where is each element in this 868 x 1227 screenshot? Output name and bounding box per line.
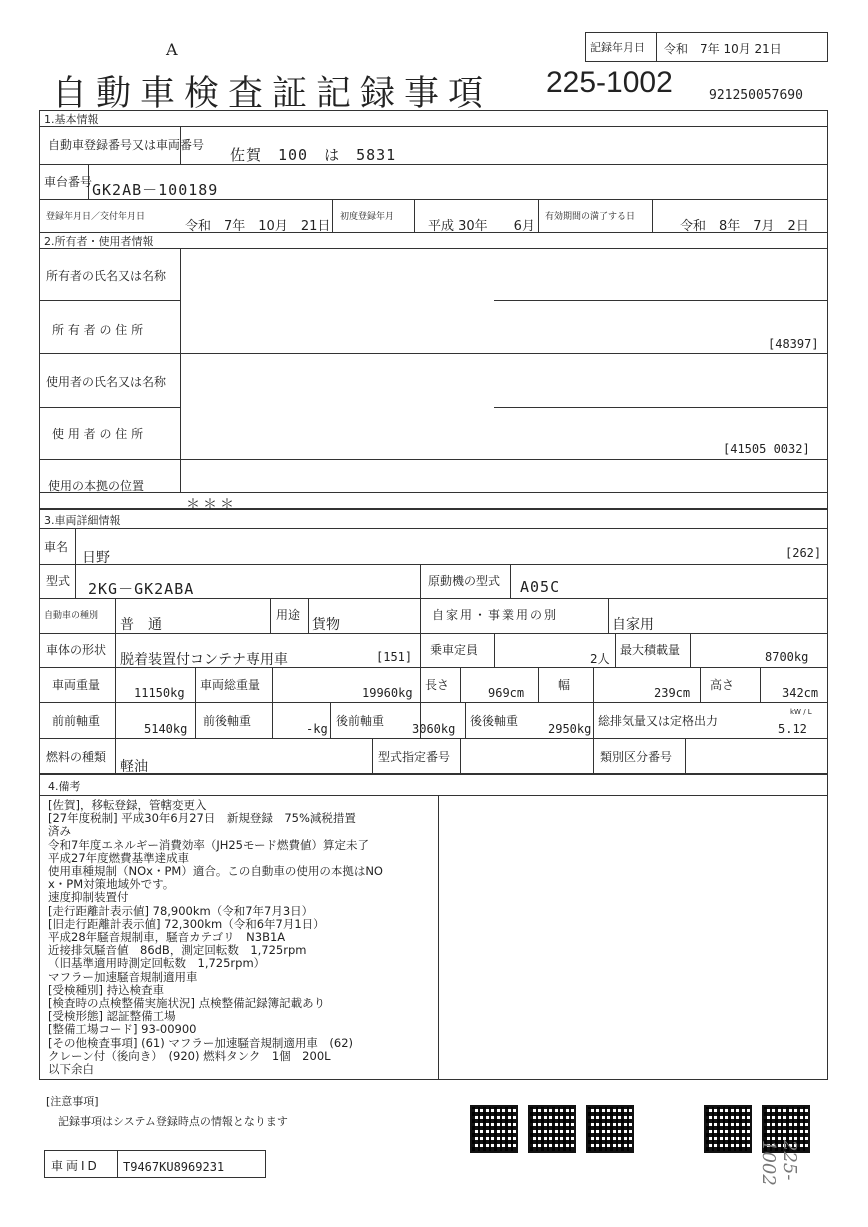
qr-code-icon [586, 1105, 634, 1153]
remarks-line: [整備工場コード] 93-00900 [48, 1022, 197, 1037]
height-label: 高さ [710, 678, 735, 692]
remarks-line: [旧走行距離計表示値] 72,300km（令和6年7月1日） [48, 916, 325, 931]
engine-value: A05C [520, 578, 561, 596]
expiry-value: 令和 8年 7月 2日 [680, 219, 809, 234]
vehicle-id-label: 車両ID [51, 1159, 100, 1173]
first-reg-value: 平成 30年 6月 [428, 219, 535, 234]
front-front-axle-label: 前前軸重 [52, 714, 101, 728]
owner-code: [48397] [768, 337, 819, 351]
first-reg-label: 初度登録年月 [340, 212, 395, 222]
maxload-value: 8700kg [765, 650, 809, 664]
shape-label: 車体の形状 [46, 643, 107, 657]
fuel-value: 軽油 [120, 759, 148, 775]
owner-section [39, 232, 828, 513]
model-label: 型式 [46, 574, 71, 588]
private-label: 自家用・事業用の別 [432, 608, 559, 622]
base-location-label: 使用の本拠の位置 [48, 479, 145, 493]
remarks-line: マフラー加速騒音規制適用車 [48, 969, 198, 984]
front-rear-axle-value: -kg [306, 722, 328, 736]
shape-code: [151] [376, 650, 413, 664]
class-number-label: 類別区分番号 [600, 750, 673, 764]
record-date-box [585, 32, 828, 62]
remarks-line: [受検種別] 持込検査車 [48, 982, 165, 997]
car-name-code: [262] [785, 546, 822, 560]
height-value: 342cm [782, 686, 819, 700]
weight-value: 11150kg [134, 686, 185, 700]
rear-rear-axle-label: 後後軸重 [470, 714, 519, 728]
remarks-line: 平成27年度燃費基準達成車 [48, 850, 190, 865]
rear-front-axle-label: 後前軸重 [336, 714, 385, 728]
remarks-line: [検査時の点検整備実施状況] 点検整備記録簿記載あり [48, 996, 326, 1011]
reg-number-label: 自動車登録番号又は車両番号 [48, 138, 205, 152]
use-value: 貨物 [312, 617, 340, 633]
shape-value: 脱着装置付コンテナ専用車 [120, 652, 288, 668]
page-title: 自動車検査証記録事項 [52, 74, 493, 114]
remarks-line: [走行距離計表示値] 78,900km（令和7年7月3日） [48, 903, 314, 918]
record-date-label: 記録年月日 [590, 41, 645, 54]
model-value: 2KG－GK2ABA [88, 580, 195, 598]
use-label: 用途 [276, 608, 301, 622]
qr-code-icon [704, 1105, 752, 1153]
fuel-label: 燃料の種類 [46, 750, 107, 764]
length-value: 969cm [488, 686, 525, 700]
chassis-label: 車台番号 [44, 175, 93, 189]
width-value: 239cm [654, 686, 691, 700]
section-remarks-title: 4.備考 [48, 780, 81, 793]
length-label: 長さ [425, 678, 450, 692]
document-number: 225-1002 [546, 66, 673, 99]
type-number-label: 型式指定番号 [378, 750, 451, 764]
record-date-value: 令和 7年 10月 21日 [664, 42, 782, 56]
owner-address-label: 所 有 者 の 住 所 [52, 323, 144, 337]
capacity-label: 乗車定員 [430, 643, 479, 657]
car-name-value: 日野 [82, 550, 110, 566]
gross-value: 19960kg [362, 686, 413, 700]
qr-code-icon [528, 1105, 576, 1153]
header-mark: A [166, 40, 178, 59]
user-name-label: 使用者の氏名又は名称 [46, 375, 167, 389]
kind-value: 普 通 [120, 617, 162, 633]
remarks-text [48, 799, 436, 1076]
width-label: 幅 [558, 678, 571, 692]
rear-front-axle-value: 3060kg [412, 722, 456, 736]
vehicle-id-value: T9467KU8969231 [123, 1160, 225, 1174]
weight-label: 車両重量 [52, 678, 101, 692]
user-address-label: 使 用 者 の 住 所 [52, 427, 144, 441]
owner-name-label: 所有者の氏名又は名称 [46, 269, 167, 283]
car-name-label: 車名 [44, 540, 69, 554]
document-id: 921250057690 [709, 88, 803, 103]
remarks-line: [27年度税制] 平成30年6月27日 新規登録 75%減税措置 [48, 811, 356, 826]
private-value: 自家用 [612, 617, 654, 633]
maxload-label: 最大積載量 [620, 643, 681, 657]
qr-code-icon [470, 1105, 518, 1153]
displacement-label: 総排気量又は定格出力 [598, 714, 719, 728]
notes-title: [注意事項] [46, 1095, 99, 1108]
chassis-value: GK2AB－100189 [92, 181, 219, 199]
vehicle-section [39, 509, 828, 774]
remarks-line: （旧基準適用時測定回転数 1,725rpm） [48, 956, 266, 971]
remarks-line: [佐賀]，移転登録，管轄変更入 [48, 799, 207, 812]
handwritten-number: 225-1002 [758, 1140, 800, 1186]
rear-rear-axle-value: 2950kg [548, 722, 592, 736]
capacity-value: 2人 [590, 652, 610, 666]
remarks-line: [その他検査事項] (61) マフラー加速騒音規制適用車 (62) [48, 1035, 353, 1050]
gross-label: 車両総重量 [200, 678, 261, 692]
remarks-line: [受検形態] 認証整備工場 [48, 1009, 176, 1024]
kind-label: 自動車の種別 [44, 611, 99, 621]
vehicle-id-box [44, 1150, 266, 1178]
remarks-line: 使用車種規制（NOx・PM）適合。この自動車の使用の本拠はNO [48, 864, 383, 879]
user-code: [41505 0032] [723, 442, 810, 456]
remarks-line: 平成28年騒音規制車，騒音カテゴリ N3B1A [48, 930, 286, 945]
remarks-line: 速度抑制装置付 [48, 890, 129, 905]
expiry-label: 有効期間の満了する日 [545, 212, 636, 222]
front-rear-axle-label: 前後軸重 [203, 714, 252, 728]
front-front-axle-value: 5140kg [144, 722, 188, 736]
remarks-section [39, 774, 828, 1080]
engine-label: 原動機の型式 [428, 574, 501, 588]
remarks-line: 令和7年度エネルギー消費効率（JH25モード燃費値）算定未了 [48, 837, 370, 852]
reg-number-value: 佐賀 100 は 5831 [230, 146, 397, 164]
notes-text: 記録事項はシステム登録時点の情報となります [58, 1115, 288, 1128]
section-vehicle-title: 3.車両詳細情報 [44, 514, 121, 527]
basic-info-section [39, 110, 828, 233]
remarks-line: 済み [48, 824, 71, 839]
remarks-line: 以下余白 [48, 1062, 94, 1077]
section-owner-title: 2.所有者・使用者情報 [44, 235, 154, 248]
base-location-value: ＊＊＊ [186, 497, 237, 513]
reg-date-value: 令和 7年 10月 21日 [185, 219, 331, 234]
remarks-line: 近接排気騒音値 86dB，測定回転数 1,725rpm [48, 943, 307, 958]
displacement-unit: kW / L [790, 708, 812, 716]
displacement-value: 5.12 [778, 722, 807, 736]
remarks-line: x・PM対策地域外です。 [48, 877, 175, 892]
reg-date-label: 登録年月日／交付年月日 [46, 212, 146, 222]
remarks-line: クレーン付（後向き） (920) 燃料タンク 1個 200L [48, 1048, 331, 1063]
section-basic-title: 1.基本情報 [44, 113, 99, 126]
